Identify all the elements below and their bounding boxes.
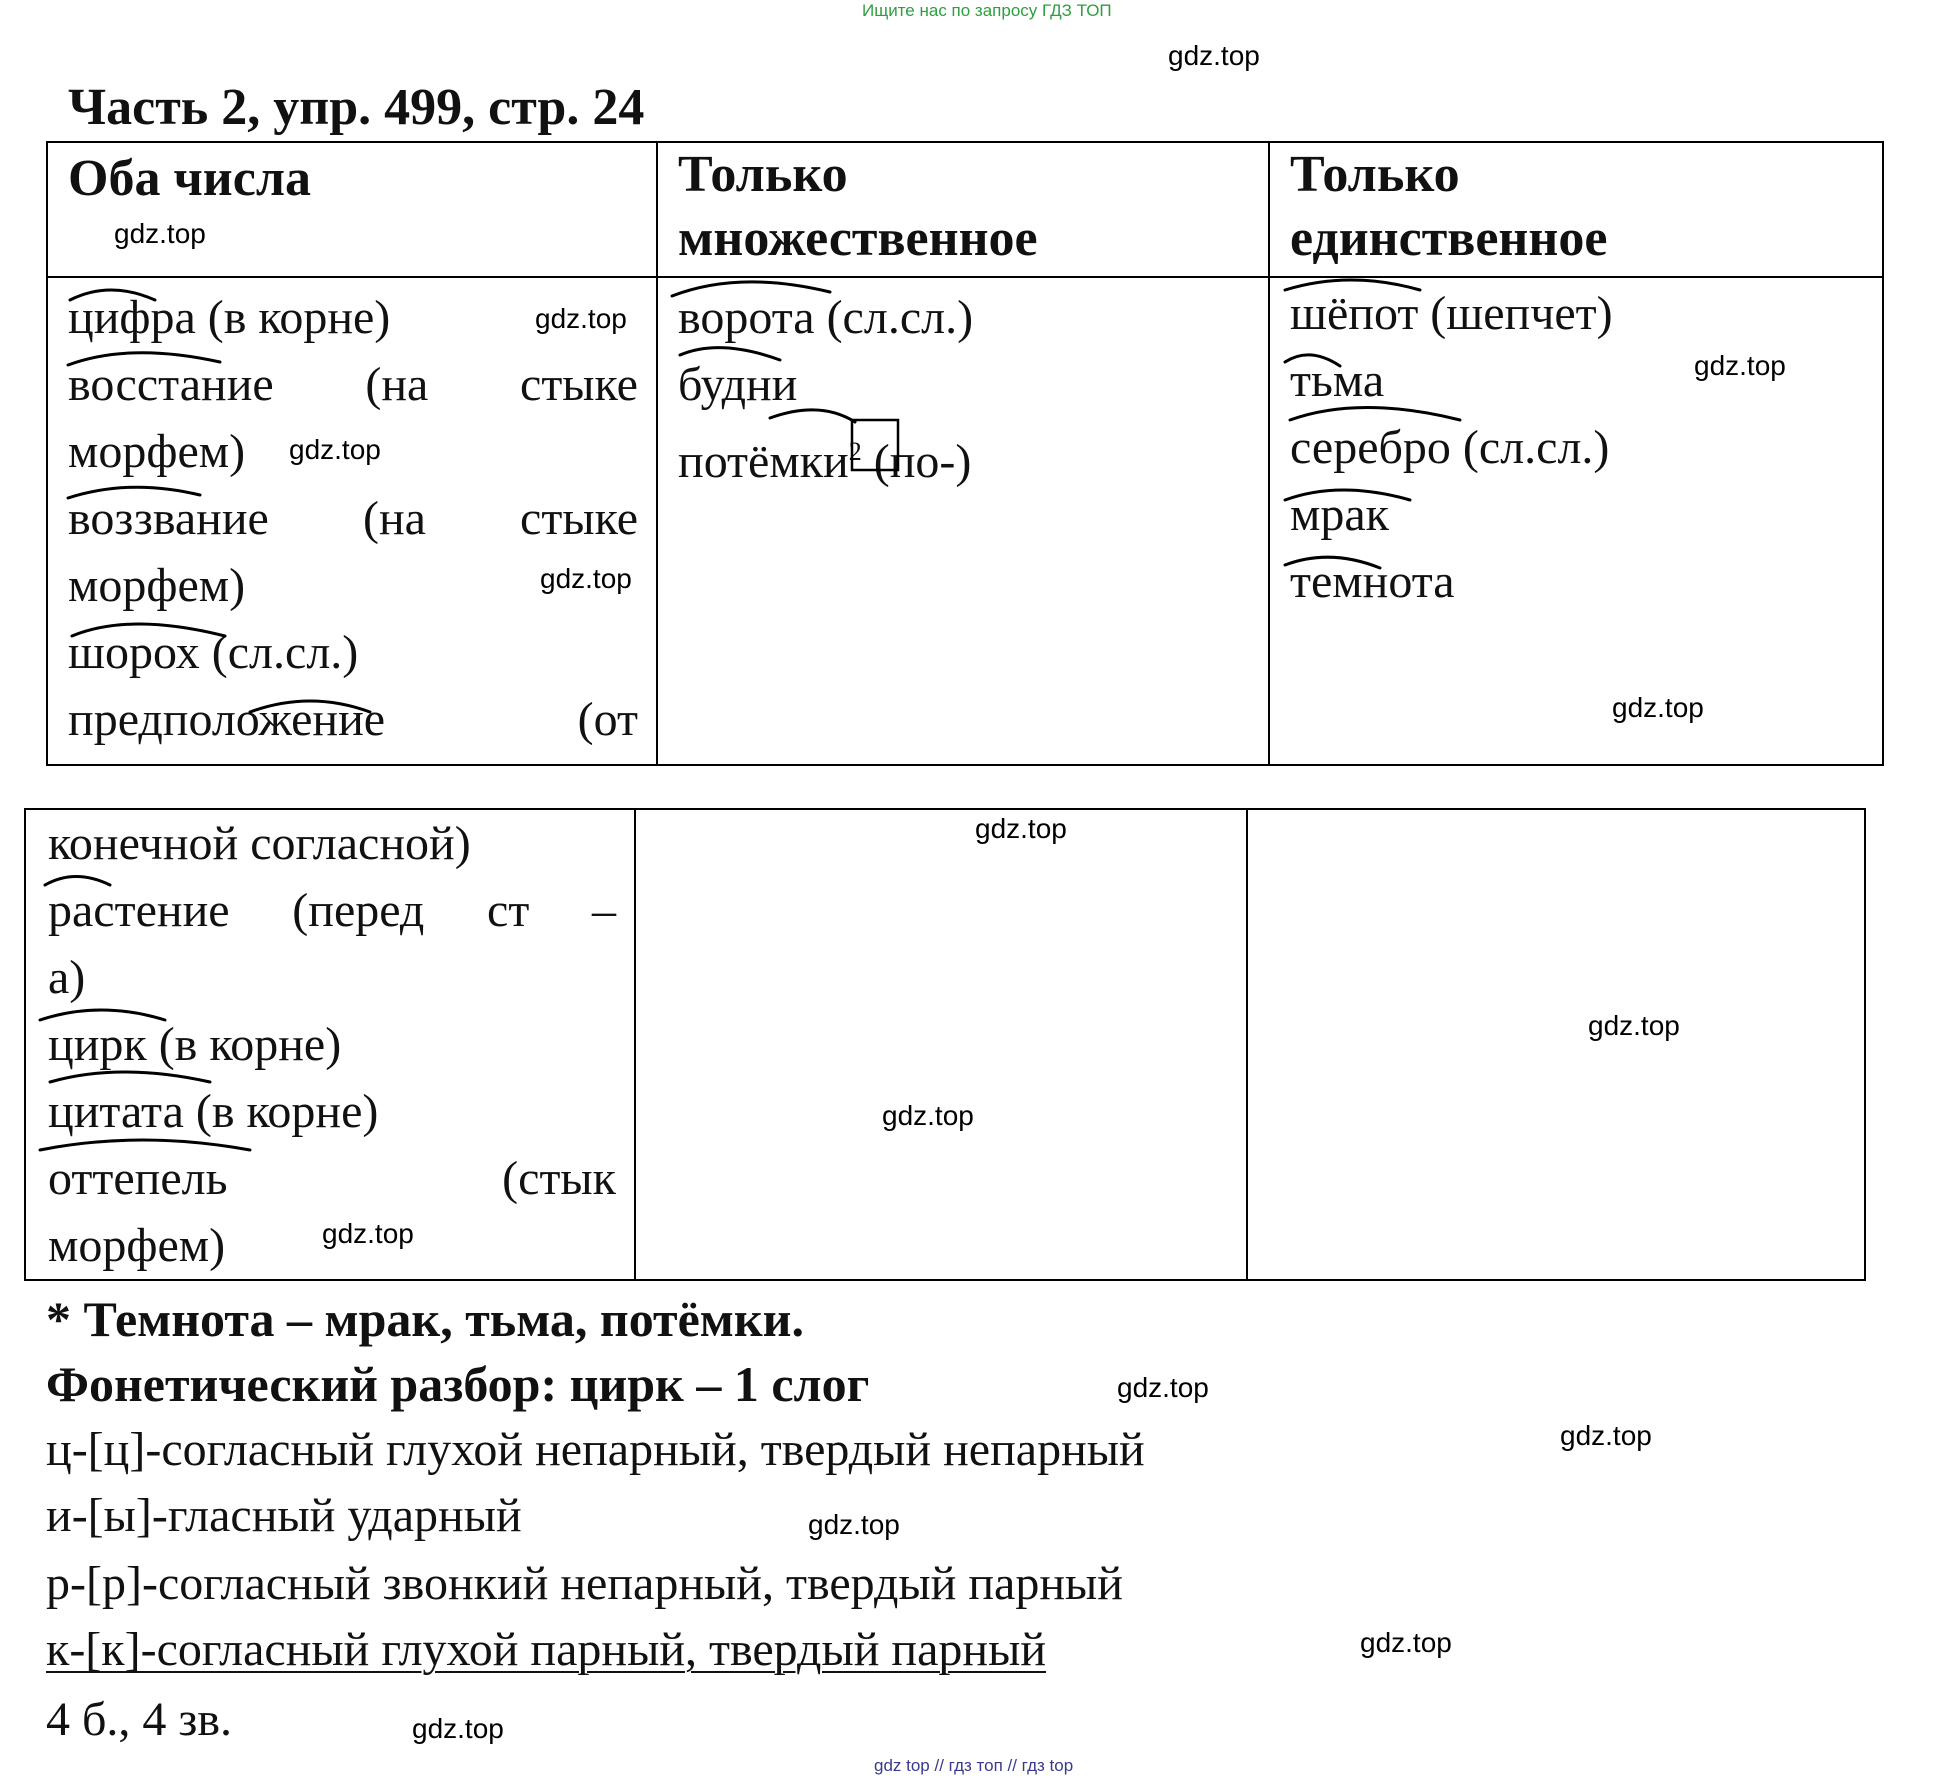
word-line: конечной согласной) xyxy=(48,817,471,870)
word-line: морфем) xyxy=(68,425,246,478)
word-line xyxy=(48,877,634,944)
watermark: gdz.top xyxy=(1168,40,1260,71)
watermark: gdz.top xyxy=(1560,1420,1652,1451)
word-line: темнота xyxy=(1290,555,1455,608)
word-line xyxy=(48,1145,634,1212)
word: (на xyxy=(362,492,426,545)
letters-sounds-count: 4 б., 4 зв. xyxy=(46,1693,233,1746)
watermark: gdz.top xyxy=(882,1100,974,1131)
phonetic-line: р-[р]-согласный звонкий непарный, твердый парный xyxy=(46,1557,1123,1610)
word: воззвание xyxy=(68,492,269,545)
phonetic-line: к-[к]-согласный глухой парный, твердый парный xyxy=(46,1623,1047,1676)
header-both-numbers xyxy=(47,142,657,277)
watermark: gdz.top xyxy=(535,303,627,334)
word: (от xyxy=(577,693,638,746)
word-line: а) xyxy=(48,951,86,1004)
watermark: gdz.top xyxy=(322,1218,414,1249)
watermark: gdz.top xyxy=(1694,350,1786,381)
watermark: gdz.top xyxy=(540,563,632,594)
top-note: Ищите нас по запросу ГДЗ ТОП xyxy=(862,1,1112,20)
footer-note: gdz top // гдз топ // гдз top xyxy=(874,1756,1074,1775)
watermark: gdz.top xyxy=(1117,1372,1209,1403)
word: стыке xyxy=(520,358,638,411)
word-line: морфем) xyxy=(68,559,246,612)
synonyms-note: * Темнота – мрак, тьма, потёмки. xyxy=(46,1291,804,1347)
header-both-numbers-text: Оба числа xyxy=(68,150,311,207)
word-line: цитата (в корне) xyxy=(48,1085,379,1138)
watermark: gdz.top xyxy=(1360,1627,1452,1658)
superscript: 2 xyxy=(848,437,862,466)
watermark: gdz.top xyxy=(808,1509,900,1540)
word-line xyxy=(68,686,656,753)
watermark: gdz.top xyxy=(289,434,381,465)
word-line: серебро (сл.сл.) xyxy=(1290,421,1610,474)
word: – xyxy=(592,884,616,937)
header-only-singular-line1: Только xyxy=(1290,146,1460,203)
word-line: мрак xyxy=(1290,488,1389,541)
word-line: тьма xyxy=(1290,354,1385,407)
phonetic-line: и-[ы]-гласный ударный xyxy=(46,1489,522,1542)
word: ст xyxy=(487,884,530,937)
watermark: gdz.top xyxy=(1588,1010,1680,1041)
watermark: gdz.top xyxy=(412,1713,504,1744)
word: оттепель xyxy=(48,1152,228,1205)
header-only-plural-line2: множественное xyxy=(678,210,1038,267)
word: потёмки xyxy=(678,435,849,488)
header-only-singular xyxy=(1269,142,1883,277)
word: растение xyxy=(48,884,230,937)
word-line: морфем) xyxy=(48,1219,226,1272)
word-line xyxy=(68,351,656,418)
word-line: шорох (сл.сл.) xyxy=(68,626,359,679)
word: (стык xyxy=(502,1152,616,1205)
word: (на xyxy=(365,358,429,411)
word: (по-) xyxy=(873,435,972,488)
word: стыке xyxy=(520,492,638,545)
cell-only-plural xyxy=(657,277,1269,765)
word: предположение xyxy=(68,693,386,746)
word-line: цирк (в корне) xyxy=(48,1018,342,1071)
cell-only-singular xyxy=(1269,277,1883,765)
word-line xyxy=(678,418,1268,495)
word: восстание xyxy=(68,358,274,411)
header-only-singular-line2: единственное xyxy=(1290,210,1608,267)
header-only-plural-line1: Только xyxy=(678,146,848,203)
word-line: будни xyxy=(678,358,798,411)
phonetic-line: ц-[ц]-согласный глухой непарный, твердый непарный xyxy=(46,1423,1145,1476)
cell-both-numbers xyxy=(47,277,657,765)
word: (перед xyxy=(292,884,425,937)
word-line: шёпот (шепчет) xyxy=(1290,287,1613,340)
cell-only-singular-cont xyxy=(1247,809,1865,1280)
word-line xyxy=(68,485,656,552)
cell-only-plural-cont xyxy=(635,809,1247,1280)
watermark: gdz.top xyxy=(1612,692,1704,723)
header-only-plural xyxy=(657,142,1269,277)
cell-both-numbers-cont xyxy=(25,809,635,1280)
phonetic-title: Фонетический разбор: цирк – 1 слог xyxy=(46,1356,870,1412)
word-line: ворота (сл.сл.) xyxy=(678,291,974,344)
words-table-part2 xyxy=(24,808,1866,1281)
watermark: gdz.top xyxy=(975,813,1067,844)
words-table-part1 xyxy=(46,141,1884,766)
word-line: цифра (в корне) xyxy=(68,291,391,344)
watermark: gdz.top xyxy=(114,218,206,249)
page-title: Часть 2, упр. 499, стр. 24 xyxy=(68,79,645,136)
